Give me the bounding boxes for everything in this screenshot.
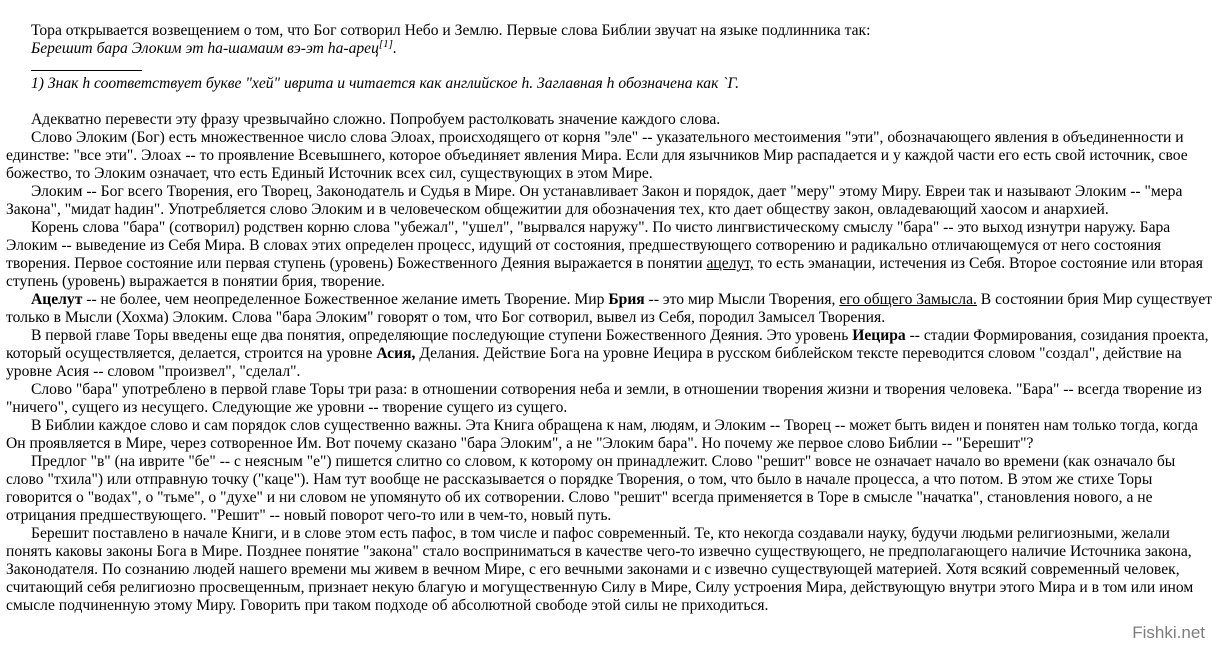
link-atzilut[interactable]: ацелут, bbox=[706, 255, 754, 272]
paragraph-4: Корень слова "бара" (сотворил) родствен корню слова "убежал", "ушел", "вырвался наружу". По чисто лингвистическому смыслу "бара" -- это выход изнутри наружу. Бара Элоким -- выведение из Себя Мира. В словах этих определен процесс, идущий от состояния, предшествующего сотворению и радикально отличающемуся от него состояния творения. Первое состояние или первая ступень (уровень) Божественного Деяния выражается в понятии ацелут, то есть эманации, истечения из Себя. Второе состояние или вторая ступень (уровень) выражается в понятии брия, творение. bbox=[6, 219, 1203, 290]
term-asiya: Асия, bbox=[376, 345, 416, 362]
footnote-ref[interactable]: [1] bbox=[378, 37, 393, 50]
paragraph-6: В первой главе Торы введены еще два понятия, определяющие последующие ступени Божественного Деяния. Это уровень Иецира -- стадии Формирования, созидания проекта, который осуществляется, делается, строится на уровне Асия, Делания. Действие Бога на уровне Иецира в русском библейском тексте переводится словом "создал", действие на уровне Асия -- словом "произвел", "сделал". bbox=[6, 327, 1209, 380]
footnote-separator bbox=[31, 70, 142, 71]
link-general-plan[interactable]: его общего Замысла. bbox=[839, 291, 977, 308]
term-atzilut: Ацелут bbox=[31, 291, 83, 308]
intro-paragraph: Тора открывается возвещением о том, что Бог сотворил Небо и Землю. Первые слова Библии звучат на языке подлинника так: bbox=[31, 22, 871, 39]
term-yetzira: Иецира bbox=[852, 327, 906, 344]
footnote-text: 1) Знак h соответствует букве "хей" иврита и читается как английское h. Заглавная h обозначена как `Г. bbox=[31, 75, 740, 92]
paragraph-8: В Библии каждое слово и сам порядок слов существенно важны. Эта Книга обращена к нам, людям, и Элоким -- Творец -- может быть виден и понятен нам только тогда, когда Он проявляется в Мире, через сотворенное Им. Вот почему сказано "бара Элоким", а не "Элоким бара". Но почему же первое слово Библии -- "Берешит"? bbox=[6, 417, 1198, 452]
hebrew-phrase-text: Берешит бара Элоким эт hа-шамаим вэ-эт hа-арец bbox=[31, 40, 379, 57]
hebrew-phrase: Берешит бара Элоким эт hа-шамаим вэ-эт hа-арец[1]. bbox=[31, 37, 397, 57]
article bbox=[6, 22, 1213, 615]
spacer bbox=[6, 93, 1213, 111]
watermark-logo: Fishki.net bbox=[1132, 623, 1205, 642]
term-bria: Брия bbox=[608, 291, 645, 308]
paragraph-2: Слово Элоким (Бог) есть множественное число слова Элоах, происходящего от корня "эле" -- указательного местоимения "эти", обозначающего явления в объединенности и единстве: "все эти". Элоах -- то проявление Всевышнего, которое объединяет явления Мира. Если для язычников Мир распадается и у каждой части его есть свой источник, свое божество, то Элоким означает, что есть Единый Источник всех сил, существующих в этом Мире. bbox=[6, 129, 1188, 182]
paragraph-9: Предлог "в" (на иврите "бе" -- с неясным "е") пишется слитно со словом, к которому он принадлежит. Слово "решит" вовсе не означает начало во времени (как означало бы слово "тхила") или отправную точку ("каце"). Нам тут вообще не рассказывается о порядке Творения, о том, что было в начале процесса, а что потом. В этом же стихе Торы говорится о "водах", о "тьме", о "духе" и ни словом не упомянуто об их сотворении. Слово "решит" всегда применяется в Торе в смысле "начатка", становления нового, а не отрицания предшествующего. "Решит" -- новый поворот чего-то или в чем-то, новый путь. bbox=[6, 453, 1176, 524]
paragraph-5: Ацелут -- не более, чем неопределенное Божественное желание иметь Творение. Мир Брия -- это мир Мысли Творения, его общего Замысла. В состоянии брия Мир существует только в Мысли (Хохма) Элоким. Слова "бара Элоким" говорят о том, что Бог сотворил, вывел из Себя, породил Замысел Творения. bbox=[6, 291, 1213, 326]
paragraph-10: Берешит поставлено в начале Книги, и в слове этом есть пафос, в том числе и пафос современный. Те, кто некогда создавали науку, будучи людьми религиозными, желали понять каковы законы Бога в Мире. Позднее понятие "закона" стало восприниматься в качестве чего-то извечно существующего, не предполагающего наличие Источника закона, Законодателя. По сознанию людей нашего времени мы живем в вечном Мире, с его вечными законами и с извечно существующей материей. Хотя всякий современный человек, считающий себя религиозно просвещенным, признает некую благую и могущественную Силу в Мире, Силу устроения Мира, действующую внутри этого Мира и в том или ином смысле подчиненную этому Миру. Говорить при таком подходе об абсолютной свободе этой силы не приходиться. bbox=[6, 525, 1194, 614]
paragraph-1: Адекватно перевести эту фразу чрезвычайно сложно. Попробуем растолковать значение каждого слова. bbox=[31, 111, 721, 128]
paragraph-7: Слово "бара" употреблено в первой главе Торы три раза: в отношении сотворения неба и земли, в отношении творения жизни и творения человека. "Бара" -- всегда творение из "ничего", сущего из несущего. Следующие же уровни -- творение сущего из сущего. bbox=[6, 381, 1202, 416]
paragraph-3: Элоким -- Бог всего Творения, его Творец, Законодатель и Судья в Мире. Он устанавливает Закон и порядок, дает "меру" этому Миру. Евреи так и называют Элоким -- "мера Закона", "мидат hадин". Употребляется слово Элоким и в человеческом общежитии для обозначения тех, кто дает обществу закон, овладевающий хаосом и анархией. bbox=[6, 183, 1183, 218]
